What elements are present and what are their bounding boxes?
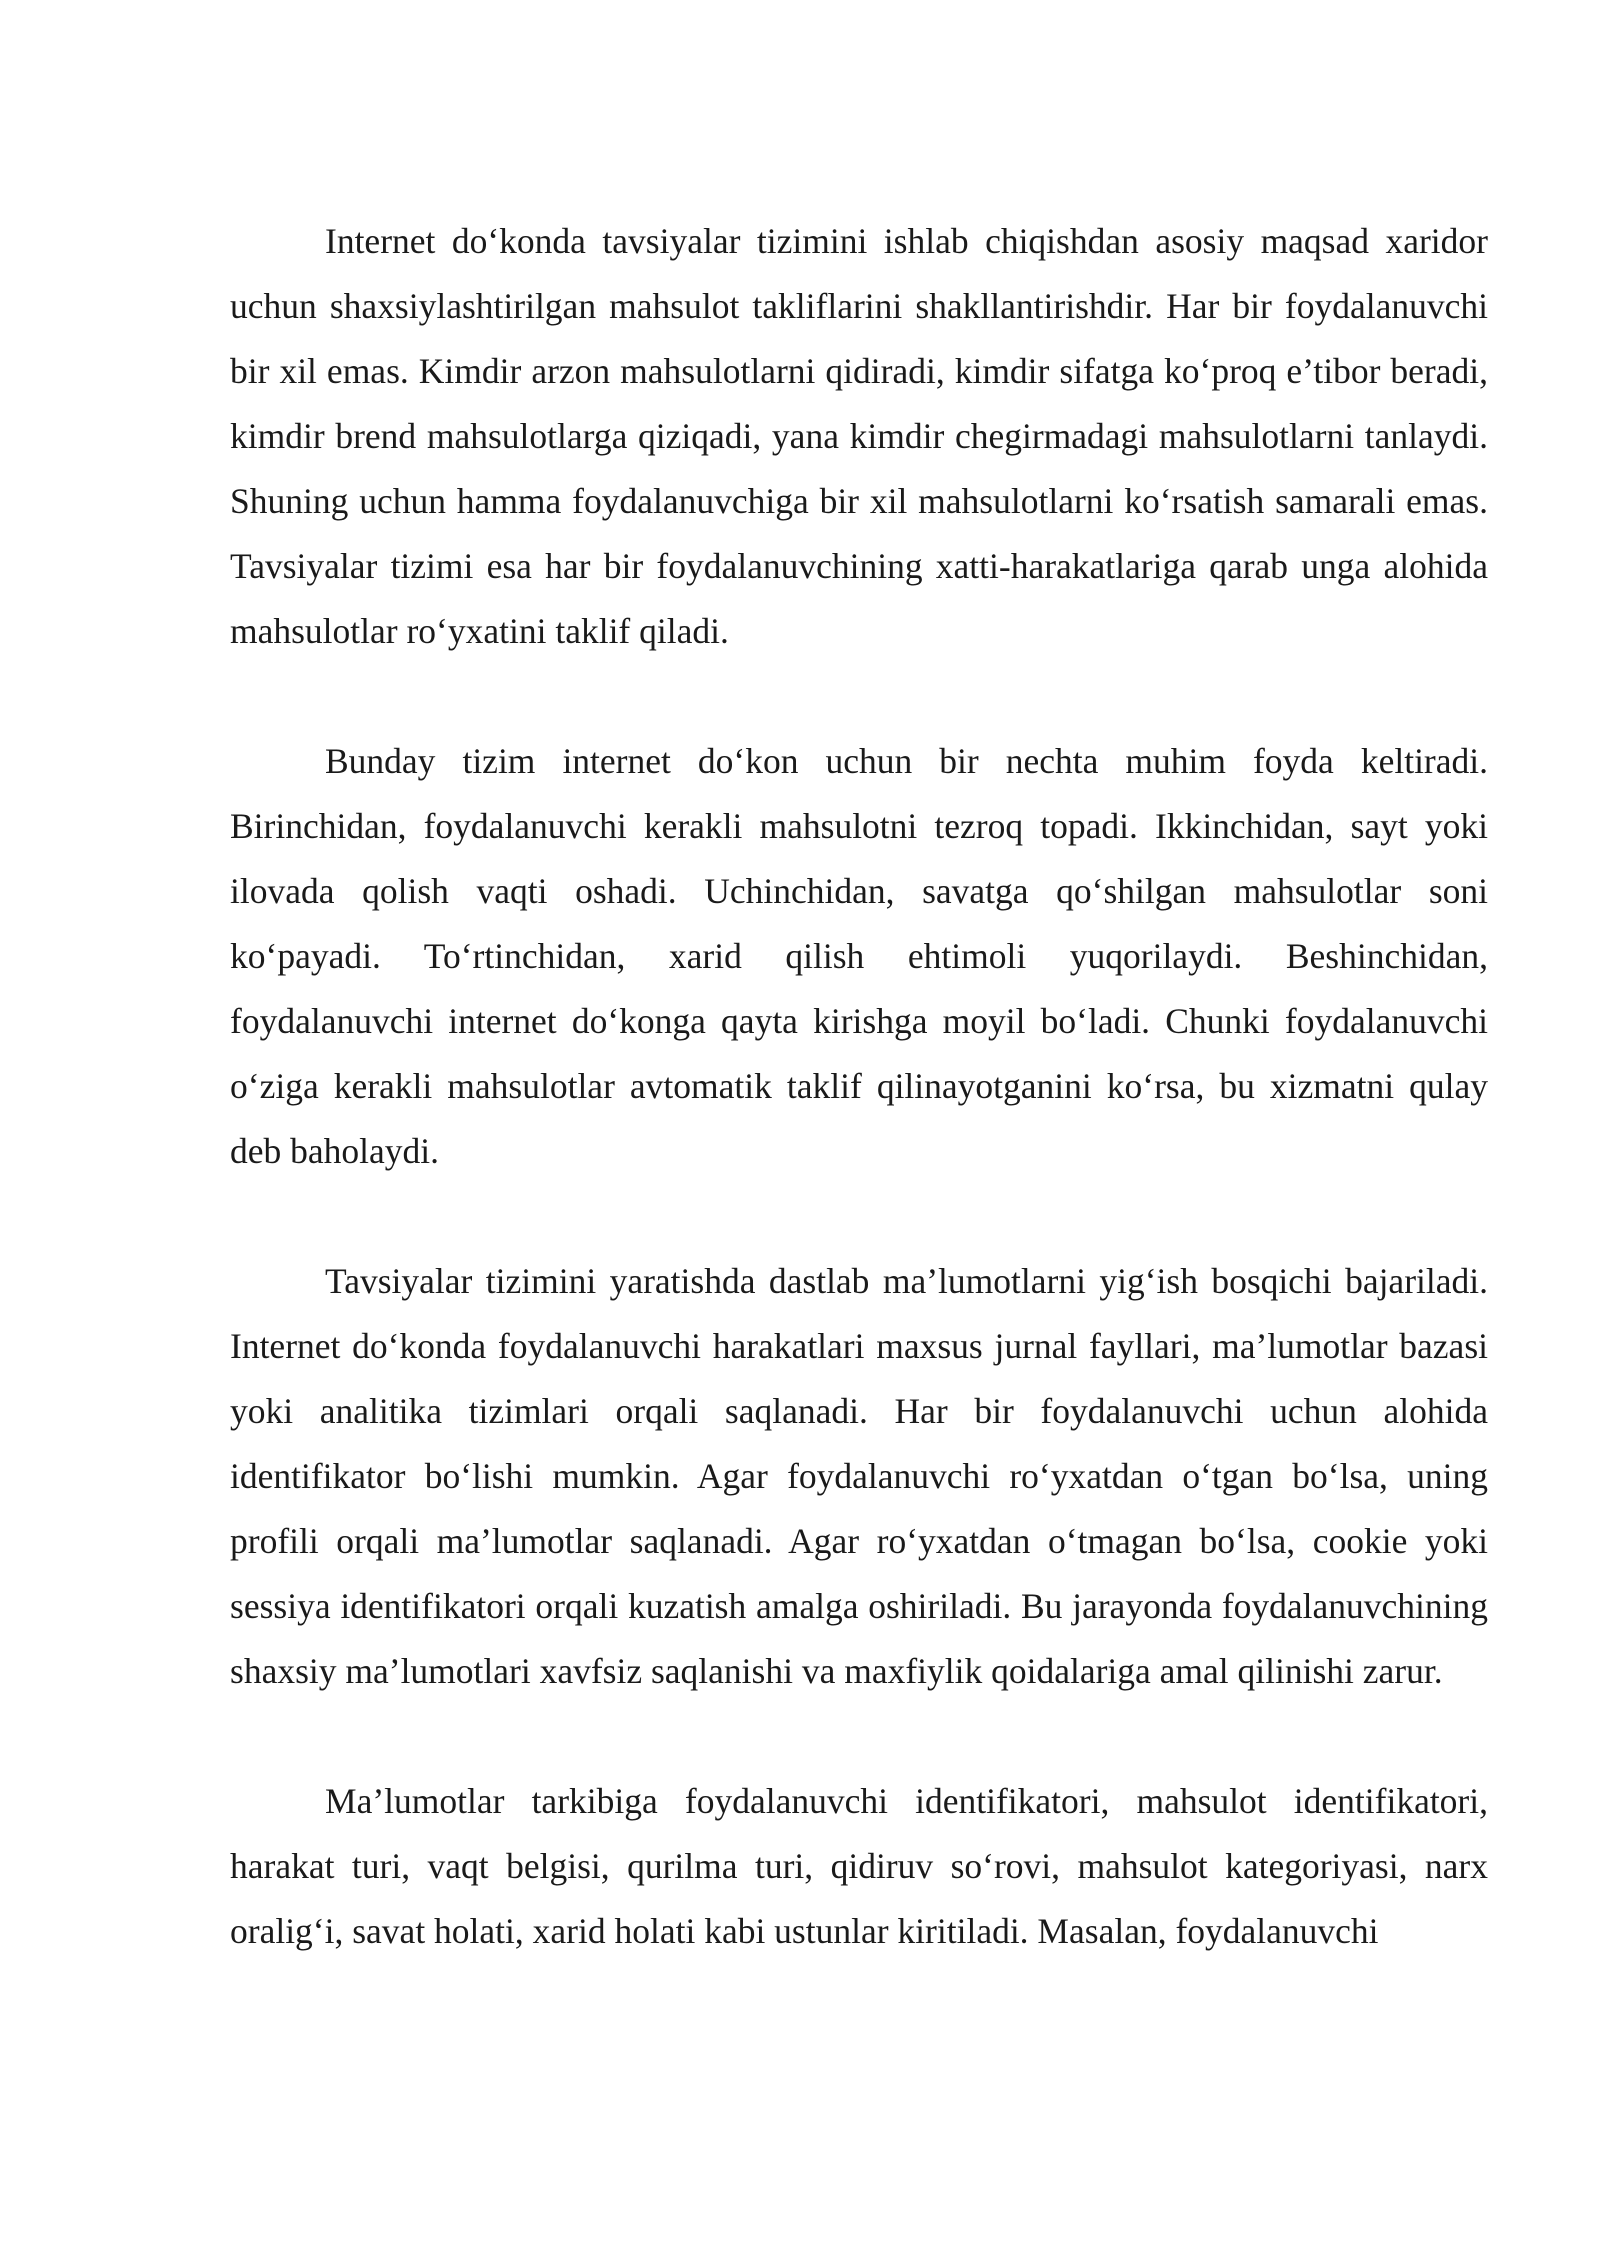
paragraph-4: Ma’lumotlar tarkibiga foydalanuvchi identifikatori, mahsulot identifikatori, harakat turi, vaqt belgisi, qurilma turi, qidiruv so‘rovi, mahsulot kategoriyasi, narx oralig‘i, savat holati, xarid holati kabi ustunlar kiritiladi. Masalan, foydalanuvchi [230,1781,1488,1951]
paragraph-3: Tavsiyalar tizimini yaratishda dastlab ma’lumotlarni yig‘ish bosqichi bajariladi. Internet do‘konda foydalanuvchi harakatlari maxsus jurnal fayllari, ma’lumotlar bazasi yoki analitika tizimlari orqali saqlanadi. Har bir foydalanuvchi uchun alohida identifikator bo‘lishi mumkin. Agar foydalanuvchi ro‘yxatdan o‘tgan bo‘lsa, uning profili orqali ma’lumotlar saqlanadi. Agar ro‘yxatdan o‘tmagan bo‘lsa, cookie yoki sessiya identifikatori orqali kuzatish amalga oshiriladi. Bu jarayonda foydalanuvchining shaxsiy ma’lumotlari xavfsiz saqlanishi va maxfiylik qoidalariga amal qilinishi zarur. [230,1261,1488,1691]
paragraph-2: Bunday tizim internet do‘kon uchun bir nechta muhim foyda keltiradi. Birinchidan, foydalanuvchi kerakli mahsulotni tezroq topadi. Ikkinchidan, sayt yoki ilovada qolish vaqti oshadi. Uchinchidan, savatga qo‘shilgan mahsulotlar soni ko‘payadi. To‘rtinchidan, xarid qilish ehtimoli yuqorilaydi. Beshinchidan, foydalanuvchi internet do‘konga qayta kirishga moyil bo‘ladi. Chunki foydalanuvchi o‘ziga kerakli mahsulotlar avtomatik taklif qilinayotganini ko‘rsa, bu xizmatni qulay deb baholaydi. [230,741,1488,1171]
paragraph-1: Internet do‘konda tavsiyalar tizimini ishlab chiqishdan asosiy maqsad xaridor uchun shaxsiylashtirilgan mahsulot takliflarini shakllantirishdir. Har bir foydalanuvchi bir xil emas. Kimdir arzon mahsulotlarni qidiradi, kimdir sifatga ko‘proq e’tibor beradi, kimdir brend mahsulotlarga qiziqadi, yana kimdir chegirmadagi mahsulotlarni tanlaydi. Shuning uchun hamma foydalanuvchiga bir xil mahsulotlarni ko‘rsatish samarali emas. Tavsiyalar tizimi esa har bir foydalanuvchining xatti-harakatlariga qarab unga alohida mahsulotlar ro‘yxatini taklif qiladi. [230,221,1488,651]
document-body [230,209,1488,1964]
